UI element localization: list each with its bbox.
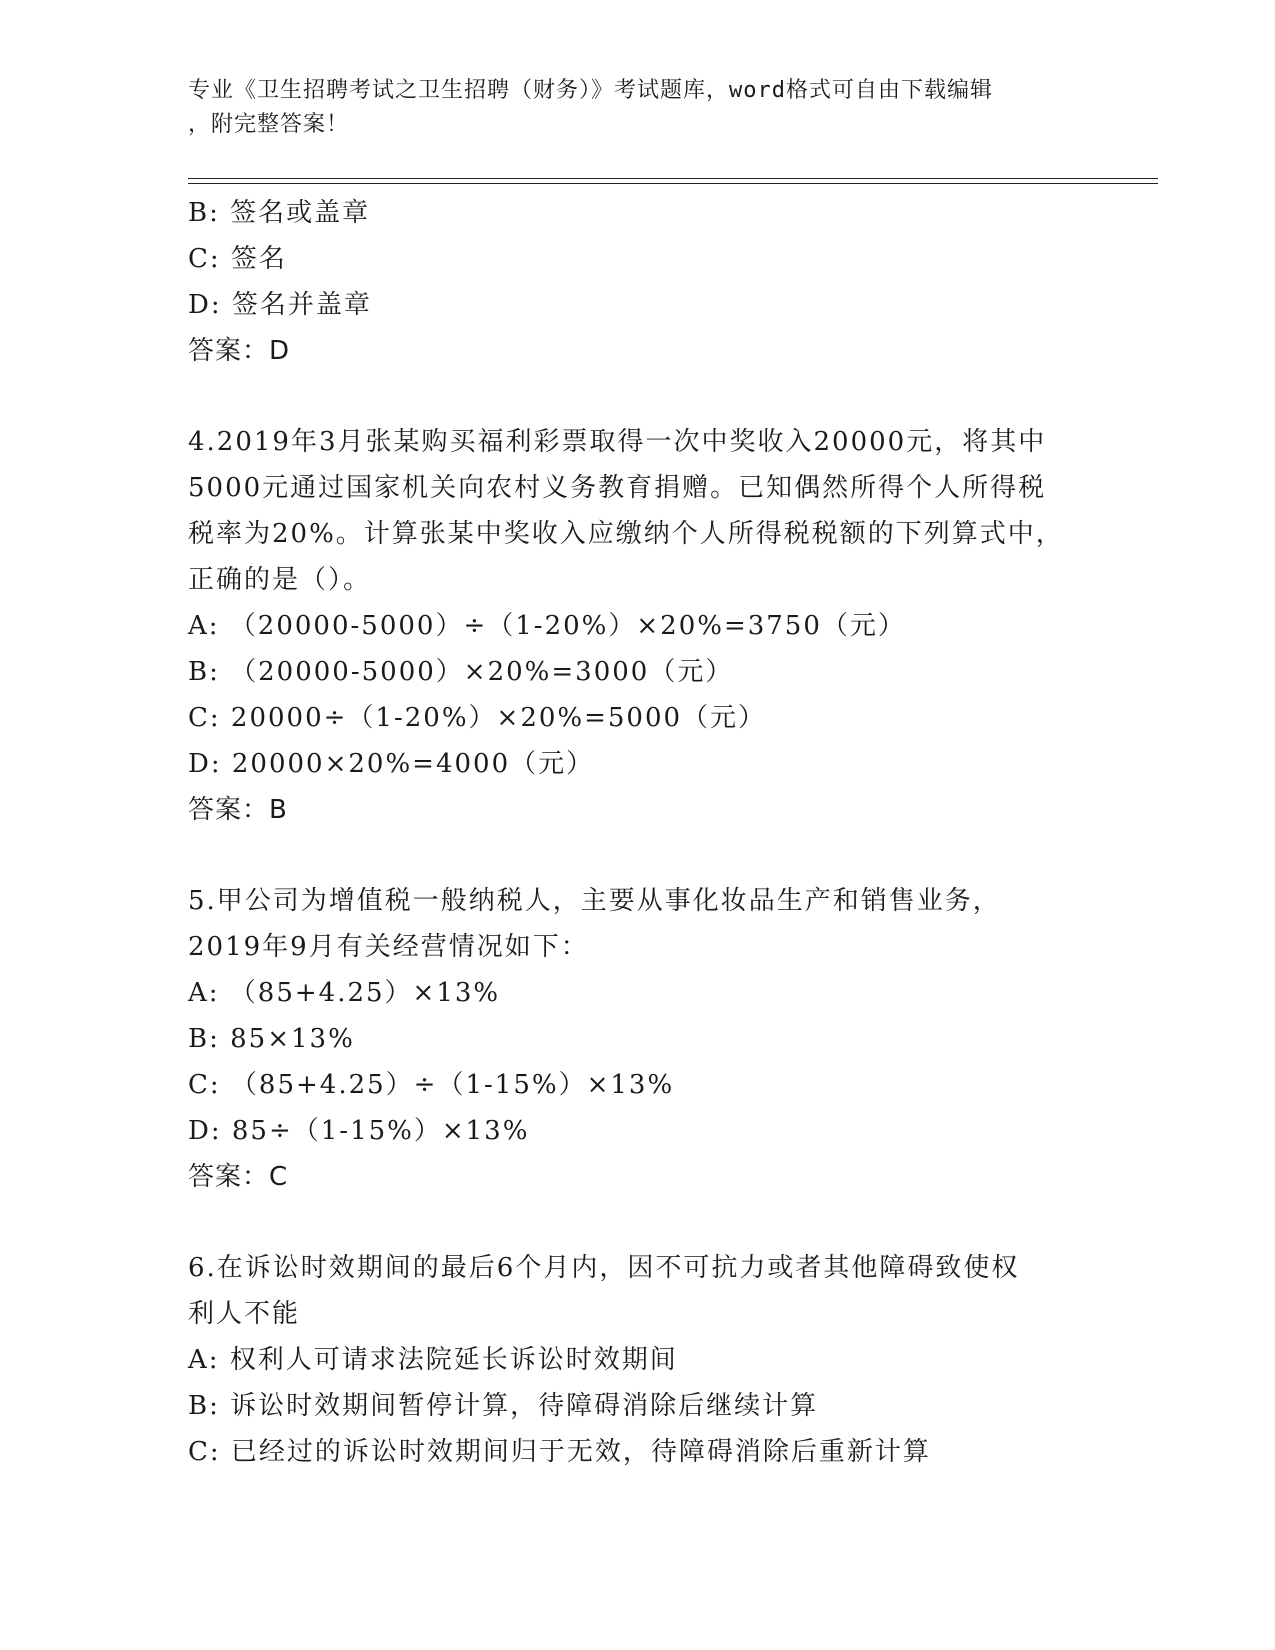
q5-option-b: B: 85×13% bbox=[188, 1024, 355, 1054]
q5-option-c: C: （85+4.25）÷（1-15%）×13% bbox=[188, 1070, 675, 1100]
q6-option-c: C: 已经过的诉讼时效期间归于无效，待障碍消除后重新计算 bbox=[188, 1437, 931, 1467]
q3-answer: 答案：D bbox=[188, 336, 291, 366]
q6-stem-line-2: 利人不能 bbox=[188, 1299, 301, 1329]
q6-option-b: B: 诉讼时效期间暂停计算，待障碍消除后继续计算 bbox=[188, 1391, 819, 1421]
q5-option-a: A: （85+4.25）×13% bbox=[188, 978, 501, 1008]
q6-stem-line-1: 6.在诉讼时效期间的最后6个月内，因不可抗力或者其他障碍致使权 bbox=[188, 1253, 1020, 1283]
q4-stem-line-4: 正确的是（）。 bbox=[188, 565, 372, 595]
q4-option-d: D: 20000×20%=4000（元） bbox=[188, 749, 595, 779]
header-rule-bottom bbox=[188, 183, 1158, 184]
question-5-block bbox=[188, 878, 1088, 1200]
q5-stem bbox=[188, 878, 1068, 970]
question-list bbox=[188, 190, 1088, 1475]
q6-stem bbox=[188, 1245, 1068, 1337]
header-line-1: 专业《卫生招聘考试之卫生招聘（财务）》考试题库，word格式可自由下载编辑 bbox=[188, 78, 993, 103]
q3-option-b: B: 签名或盖章 bbox=[188, 198, 371, 228]
document-header bbox=[188, 74, 1068, 142]
q3-option-c: C: 签名 bbox=[188, 244, 287, 274]
q4-option-b: B: （20000-5000）×20%=3000（元） bbox=[188, 657, 734, 687]
q4-option-a: A: （20000-5000）÷（1-20%）×20%=3750（元） bbox=[188, 611, 906, 641]
q6-option-a: A: 权利人可请求法院延长诉讼时效期间 bbox=[188, 1345, 678, 1375]
header-line-2: ，附完整答案！ bbox=[188, 112, 350, 137]
q4-stem bbox=[188, 419, 1068, 603]
q5-answer: 答案：C bbox=[188, 1162, 289, 1192]
q4-stem-line-2: 5000元通过国家机关向农村义务教育捐赠。已知偶然所得个人所得税 bbox=[188, 473, 1047, 503]
question-6-block bbox=[188, 1245, 1088, 1475]
q3-option-d: D: 签名并盖章 bbox=[188, 290, 372, 320]
question-4-block bbox=[188, 419, 1088, 833]
question-3-block bbox=[188, 190, 1088, 374]
q5-stem-line-1: 5.甲公司为增值税一般纳税人，主要从事化妆品生产和销售业务， bbox=[188, 886, 1001, 916]
q4-stem-line-3: 税率为20%。计算张某中奖收入应缴纳个人所得税税额的下列算式中， bbox=[188, 519, 1064, 549]
q4-answer: 答案：B bbox=[188, 795, 288, 825]
q5-option-d: D: 85÷（1-15%）×13% bbox=[188, 1116, 530, 1146]
q5-stem-line-2: 2019年9月有关经营情况如下： bbox=[188, 932, 589, 962]
header-rule-top bbox=[188, 178, 1158, 179]
q4-stem-line-1: 4.2019年3月张某购买福利彩票取得一次中奖收入20000元，将其中 bbox=[188, 427, 1047, 457]
q4-option-c: C: 20000÷（1-20%）×20%=5000（元） bbox=[188, 703, 767, 733]
